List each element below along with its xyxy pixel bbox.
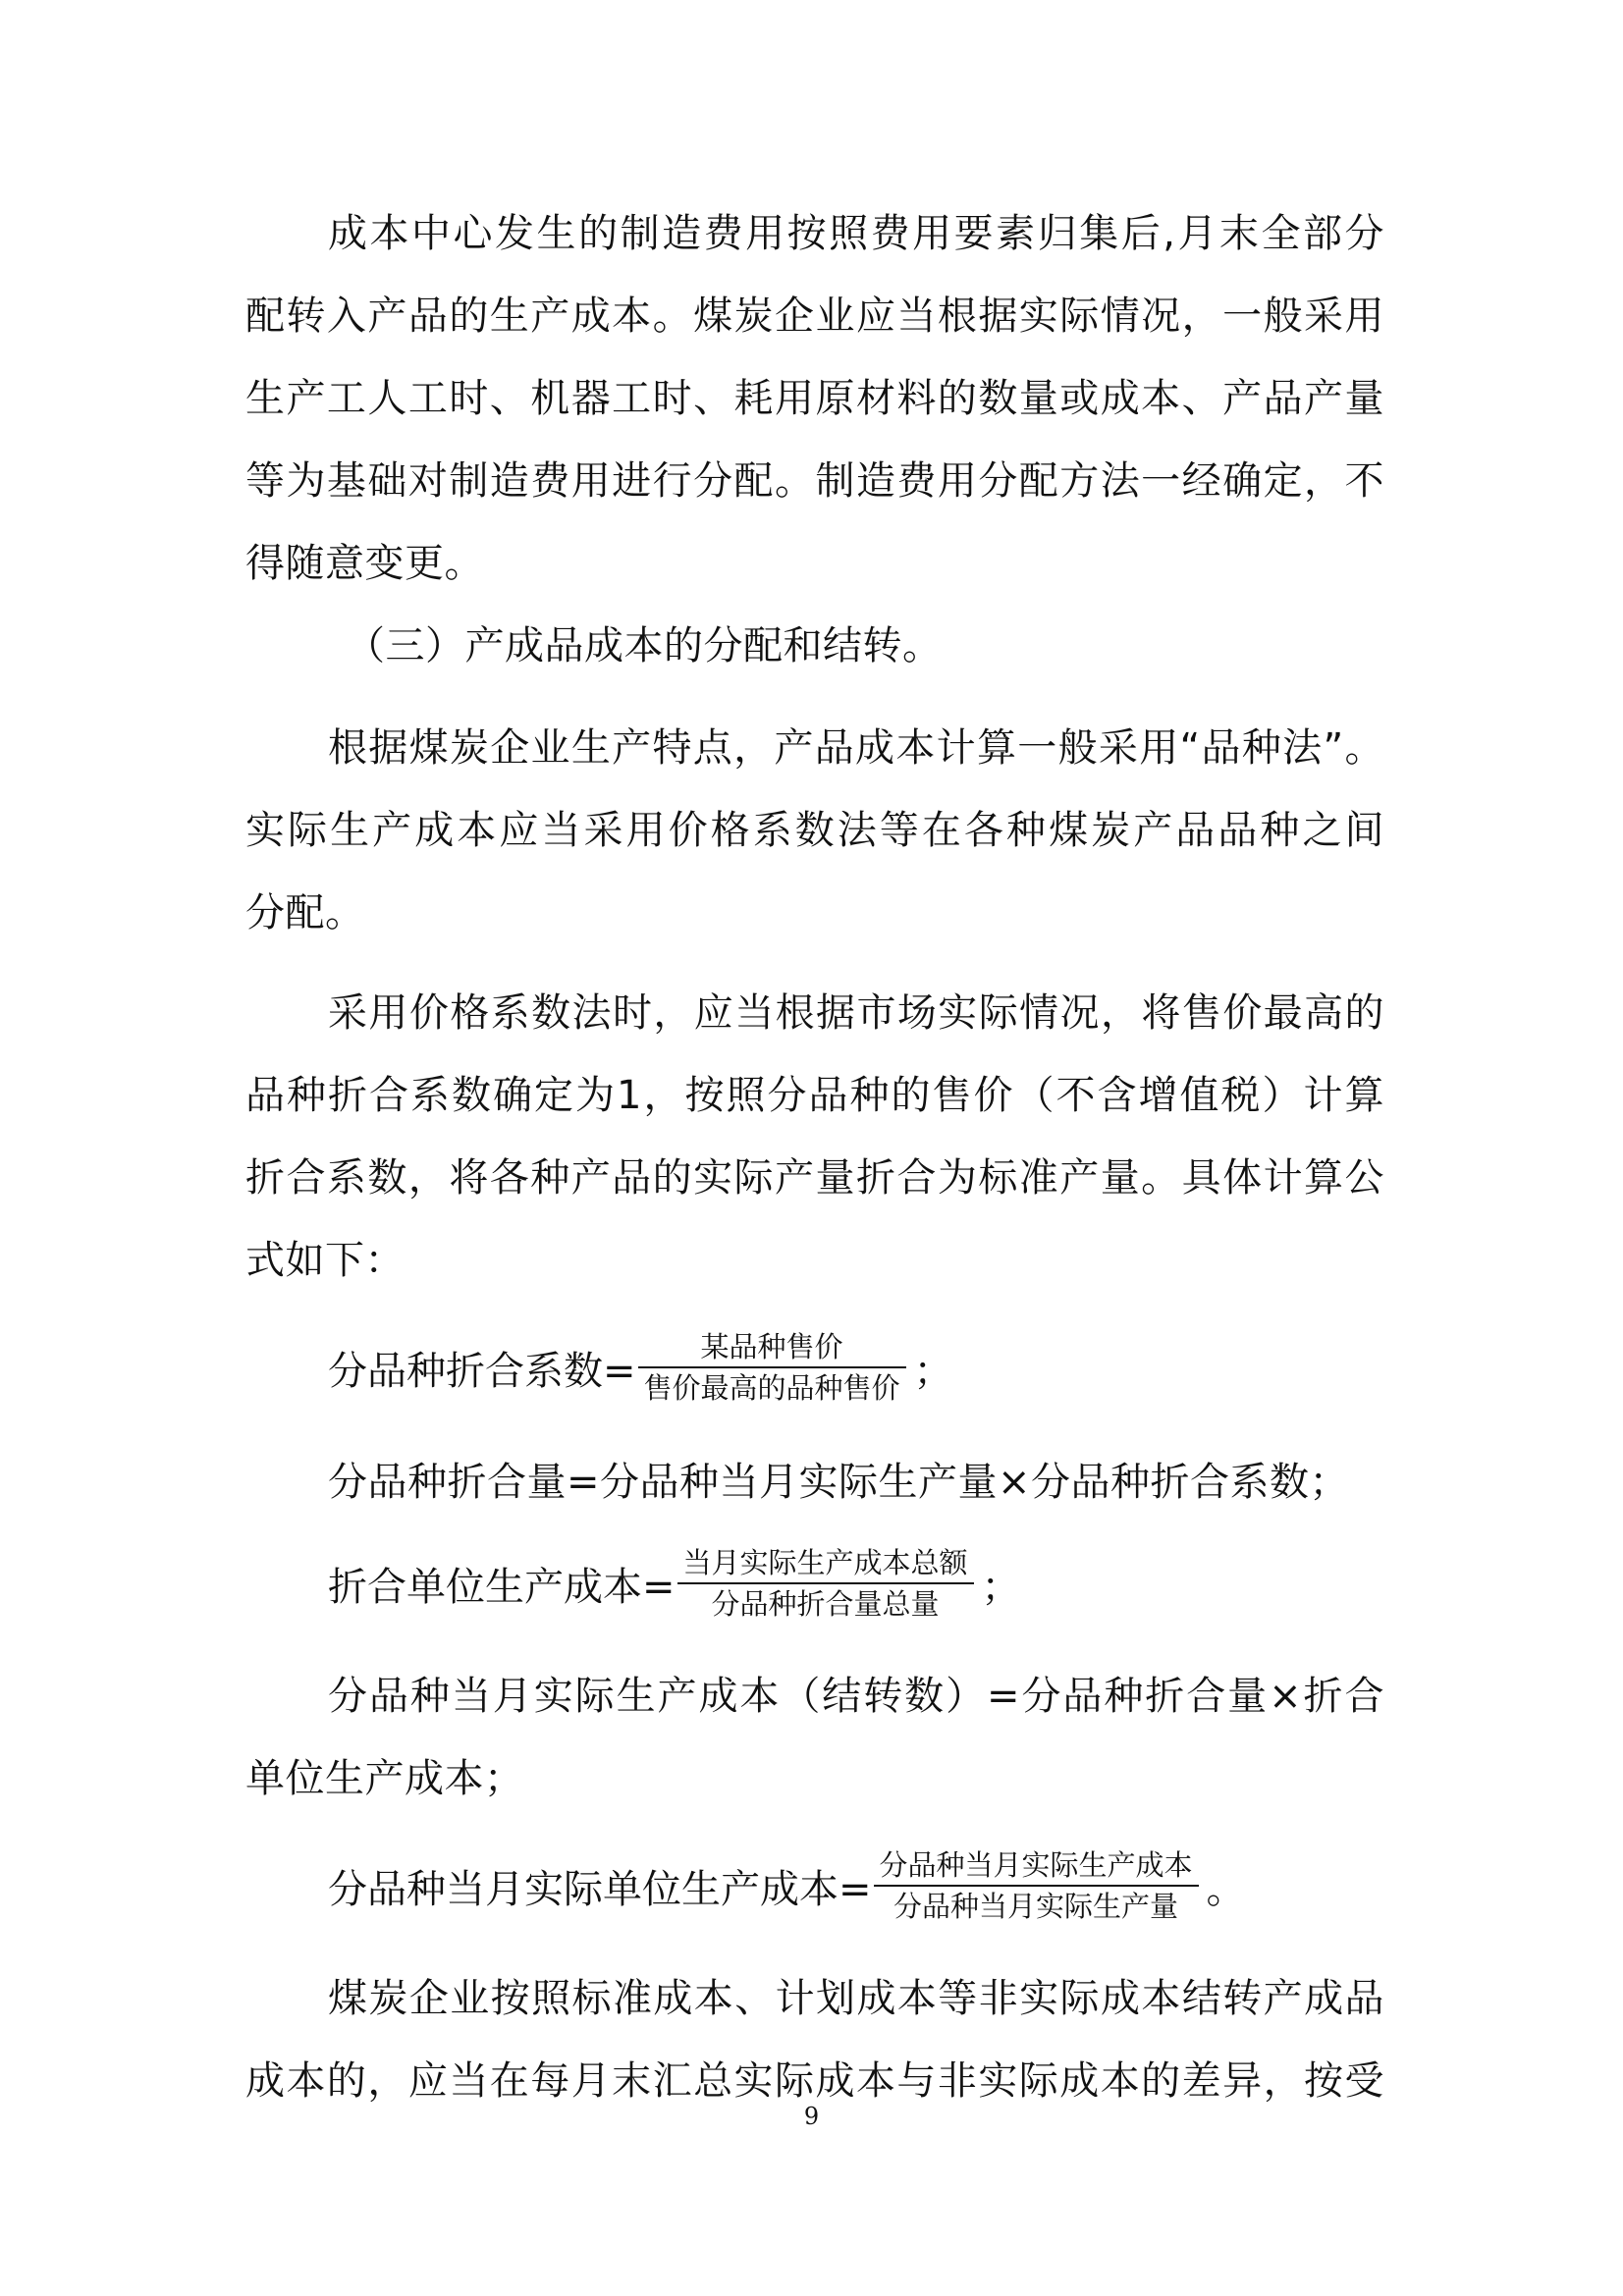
paragraph-3-line-4: 式如下： [245,1238,405,1283]
formula-4-line-1: 分品种当月实际生产成本（结转数）=分品种折合量×折合 [328,1674,1384,1719]
formula-actual-unit-cost [328,1832,1246,1940]
paragraph-1-line-1: 成本中心发生的制造费用按照费用要素归集后,月末全部分 [328,211,1384,256]
formula-1-tail: ； [913,1348,953,1394]
formula-5-tail: 。 [1206,1866,1246,1912]
paragraph-3-line-3: 折合系数，将各种产品的实际产量折合为标准产量。具体计算公 [245,1155,1384,1201]
formula-1-fraction [638,1327,906,1408]
formula-3-denominator: 分品种折合量总量 [711,1587,940,1621]
formula-5-lhs: 分品种当月实际单位生产成本= [328,1866,872,1912]
paragraph-1-line-2: 配转入产品的生产成本。煤炭企业应当根据实际情况，一般采用 [245,294,1384,339]
formula-1-denominator: 售价最高的品种售价 [643,1371,900,1405]
formula-3-numerator: 当月实际生产成本总额 [682,1546,968,1579]
formula-3-tail: ； [981,1564,1021,1610]
formula-4-line-2: 单位生产成本； [245,1756,524,1801]
formula-unit-cost [328,1529,1021,1637]
paragraph-4-line-2: 成本的，应当在每月末汇总实际成本与非实际成本的差异，按受 [245,2058,1384,2104]
paragraph-4-line-1: 煤炭企业按照标准成本、计划成本等非实际成本结转产成品 [328,1976,1384,2021]
formula-1-numerator: 某品种售价 [700,1330,843,1363]
paragraph-1-line-4: 等为基础对制造费用进行分配。制造费用分配方法一经确定，不 [245,458,1384,504]
paragraph-2-line-2: 实际生产成本应当采用价格系数法等在各种煤炭产品品种之间 [245,808,1384,853]
paragraph-2-line-3: 分配。 [245,890,365,935]
formula-folding-coefficient [328,1313,953,1421]
formula-5-numerator: 分品种当月实际生产成本 [879,1848,1193,1882]
paragraph-1-line-3: 生产工人工时、机器工时、耗用原材料的数量或成本、产品产量 [245,376,1384,421]
paragraph-2-line-1: 根据煤炭企业生产特点，产品成本计算一般采用“品种法”。 [328,725,1384,771]
page-number: 9 [803,2103,820,2130]
formula-5-denominator: 分品种当月实际生产量 [893,1890,1179,1923]
formula-5-fraction [874,1845,1199,1926]
paragraph-3-line-1: 采用价格系数法时，应当根据市场实际情况，将售价最高的 [328,990,1384,1036]
section-heading: （三）产成品成本的分配和结转。 [346,623,943,668]
formula-3-fraction [677,1543,974,1624]
paragraph-3-line-2: 品种折合系数确定为1，按照分品种的售价（不含增值税）计算 [245,1073,1384,1118]
formula-1-lhs: 分品种折合系数= [328,1348,636,1394]
formula-3-lhs: 折合单位生产成本= [328,1564,676,1610]
paragraph-1-line-5: 得随意变更。 [245,541,484,586]
formula-folding-quantity: 分品种折合量=分品种当月实际生产量×分品种折合系数； [328,1460,1350,1505]
